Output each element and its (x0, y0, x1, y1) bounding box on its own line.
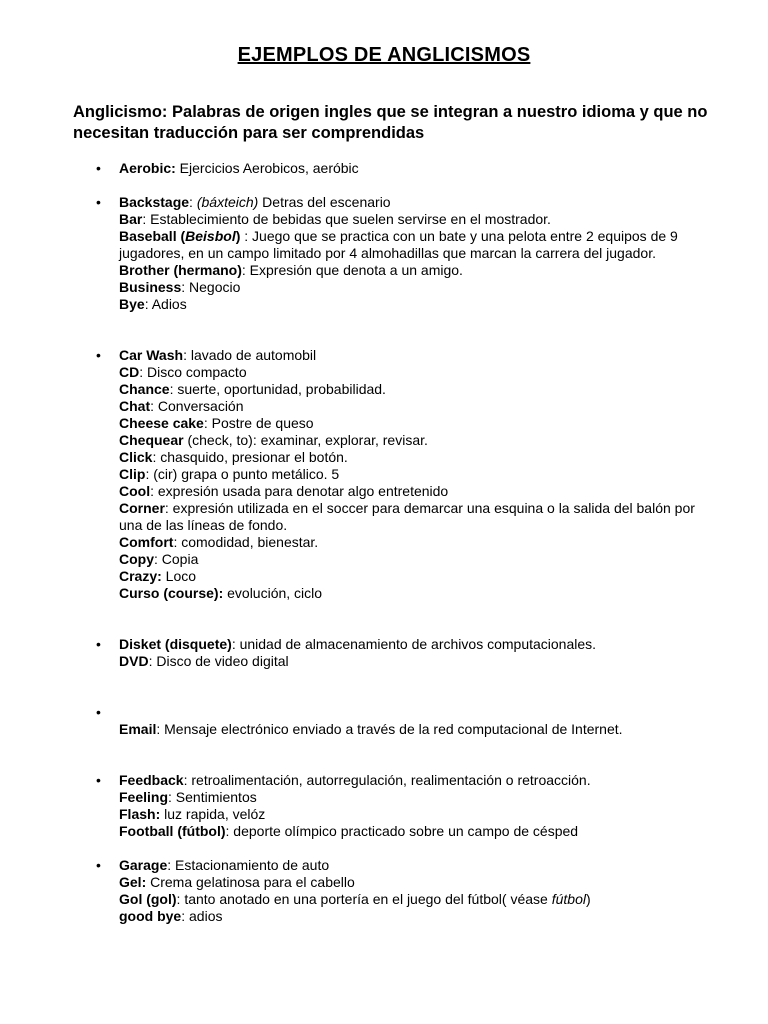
entry-separator: : (189, 194, 197, 210)
entry-crazy (119, 568, 696, 585)
entry-definition: : retroalimentación, autorregulación, realimentación o retroacción. (183, 772, 591, 788)
entry-definition: : unidad de almacenamiento de archivos computacionales. (231, 636, 597, 652)
entry-garage (119, 857, 696, 874)
entry-term: Cool (119, 483, 151, 499)
entry-chat (119, 398, 696, 415)
bullet-icon: • (96, 636, 101, 652)
entry-term: Disket (disquete) (119, 636, 232, 652)
entry-definition: : Postre de queso (203, 415, 314, 431)
entry-definition: Crema gelatinosa para el cabello (146, 874, 355, 890)
anglicism-list (96, 160, 696, 925)
entry-aerobic (119, 160, 696, 177)
list-item (96, 194, 696, 313)
intro-definition: Anglicismo: Palabras de origen ingles que se integran a nuestro idioma y que no necesitan traducción para ser comprendidas (73, 103, 708, 142)
entry-definition: evolución, ciclo (223, 585, 323, 601)
entry-term: Gel: (119, 874, 147, 890)
entry-definition: : Juego que se practica con un bate y una pelota entre 2 equipos de 9 jugadores, en un campo limitado por 4 almohadillas que marcan la carrera del jugador. (119, 228, 678, 261)
entry-definition: : Disco de video digital (148, 653, 289, 669)
entry-definition: Ejercicios Aerobicos, aeróbic (175, 160, 359, 176)
entry-corner (119, 500, 696, 534)
entry-term: Business (119, 279, 182, 295)
entry-clip (119, 466, 696, 483)
entry-brother (119, 262, 696, 279)
page-title: EJEMPLOS DE ANGLICISMOS (237, 44, 531, 66)
entry-definition: : expresión usada para denotar algo entretenido (150, 483, 449, 499)
entry-definition: : adios (181, 908, 223, 924)
entry-dvd (119, 653, 696, 670)
entry-term: Gol (gol) (119, 891, 177, 907)
entry-gol (119, 891, 696, 908)
entry-disket (119, 636, 696, 653)
list-item (96, 160, 696, 177)
entry-term: Brother (hermano) (119, 262, 242, 278)
entry-flash (119, 806, 696, 823)
entry-definition: : comodidad, bienestar. (173, 534, 319, 550)
entry-goodbye (119, 908, 696, 925)
entry-click (119, 449, 696, 466)
entry-carwash (119, 347, 696, 364)
entry-term: Car Wash (119, 347, 184, 363)
entry-chequear (119, 432, 696, 449)
entry-baseball (119, 228, 696, 262)
entry-term: Flash: (119, 806, 161, 822)
bullet-icon: • (96, 347, 101, 363)
list-item (96, 347, 696, 602)
entry-definition: : Establecimiento de bebidas que suelen servirse en el mostrador. (142, 211, 551, 227)
bullet-icon: • (96, 857, 101, 873)
entry-cool (119, 483, 696, 500)
bullet-icon: • (96, 704, 101, 720)
empty-line (119, 704, 696, 721)
entry-comfort (119, 534, 696, 551)
entry-term: Feeling (119, 789, 169, 805)
entry-term: Comfort (119, 534, 174, 550)
entry-definition: Detras del escenario (258, 194, 391, 210)
entry-definition: : Conversación (150, 398, 244, 414)
entry-feeling (119, 789, 696, 806)
entry-definition: : tanto anotado en una portería en el juego del fútbol( véase (176, 891, 552, 907)
entry-backstage (119, 194, 696, 211)
entry-feedback (119, 772, 696, 789)
entry-definition: : Adios (144, 296, 187, 312)
entry-term: Click (119, 449, 153, 465)
entry-pronunciation: (báxteich) (196, 194, 259, 210)
entry-term-end: ) (235, 228, 241, 244)
entry-copy (119, 551, 696, 568)
entry-definition: : lavado de automobil (183, 347, 317, 363)
entry-definition: Loco (161, 568, 197, 584)
entry-term: Aerobic: (119, 160, 176, 176)
entry-definition-italic: fútbol (551, 891, 586, 907)
entry-term: Curso (course): (119, 585, 224, 601)
entry-definition: : Mensaje electrónico enviado a través de la red computacional de Internet. (156, 721, 623, 737)
bullet-icon: • (96, 194, 101, 210)
entry-term: Football (fútbol) (119, 823, 226, 839)
entry-term: DVD (119, 653, 149, 669)
entry-definition: : Expresión que denota a un amigo. (241, 262, 463, 278)
entry-term: Garage (119, 857, 168, 873)
entry-term-italic: Beisbol (185, 228, 236, 244)
entry-definition: : Sentimientos (168, 789, 257, 805)
bullet-icon: • (96, 772, 101, 788)
entry-term: good bye (119, 908, 182, 924)
list-item (96, 857, 696, 925)
entry-term: Baseball ( (119, 228, 186, 244)
entry-curso (119, 585, 696, 602)
entry-definition: : deporte olímpico practicado sobre un campo de césped (225, 823, 579, 839)
entry-term: Bar (119, 211, 143, 227)
entry-definition: : chasquido, presionar el botón. (152, 449, 348, 465)
entry-term: Backstage (119, 194, 190, 210)
entry-term: Chance (119, 381, 170, 397)
entry-definition: : Negocio (181, 279, 241, 295)
list-item (96, 704, 696, 738)
entry-term: CD (119, 364, 140, 380)
entry-term: Chequear (119, 432, 184, 448)
entry-definition-end: ) (585, 891, 591, 907)
entry-term: Clip (119, 466, 146, 482)
entry-definition: : (cir) grapa o punto metálico. 5 (145, 466, 340, 482)
entry-email (119, 721, 696, 738)
entry-gel (119, 874, 696, 891)
entry-definition: : Estacionamiento de auto (167, 857, 330, 873)
entry-definition: (check, to): examinar, explorar, revisar. (183, 432, 428, 448)
entry-definition: : expresión utilizada en el soccer para demarcar una esquina o la salida del balón por una de las líneas de fondo. (119, 500, 695, 533)
entry-term: Chat (119, 398, 151, 414)
entry-business (119, 279, 696, 296)
entry-definition: : suerte, oportunidad, probabilidad. (169, 381, 386, 397)
bullet-icon: • (96, 160, 101, 176)
entry-term: Copy (119, 551, 154, 567)
entry-term: Email (119, 721, 157, 737)
entry-definition: : Copia (154, 551, 199, 567)
entry-cd (119, 364, 696, 381)
entry-bar (119, 211, 696, 228)
entry-cheesecake (119, 415, 696, 432)
entry-definition: : Disco compacto (139, 364, 247, 380)
entry-term: Corner (119, 500, 165, 516)
list-item (96, 636, 696, 670)
list-item (96, 772, 696, 840)
entry-bye (119, 296, 696, 313)
entry-term: Crazy: (119, 568, 162, 584)
entry-football (119, 823, 696, 840)
entry-definition: luz rapida, velóz (160, 806, 266, 822)
entry-chance (119, 381, 696, 398)
entry-term: Cheese cake (119, 415, 204, 431)
entry-term: Feedback (119, 772, 184, 788)
entry-term: Bye (119, 296, 145, 312)
